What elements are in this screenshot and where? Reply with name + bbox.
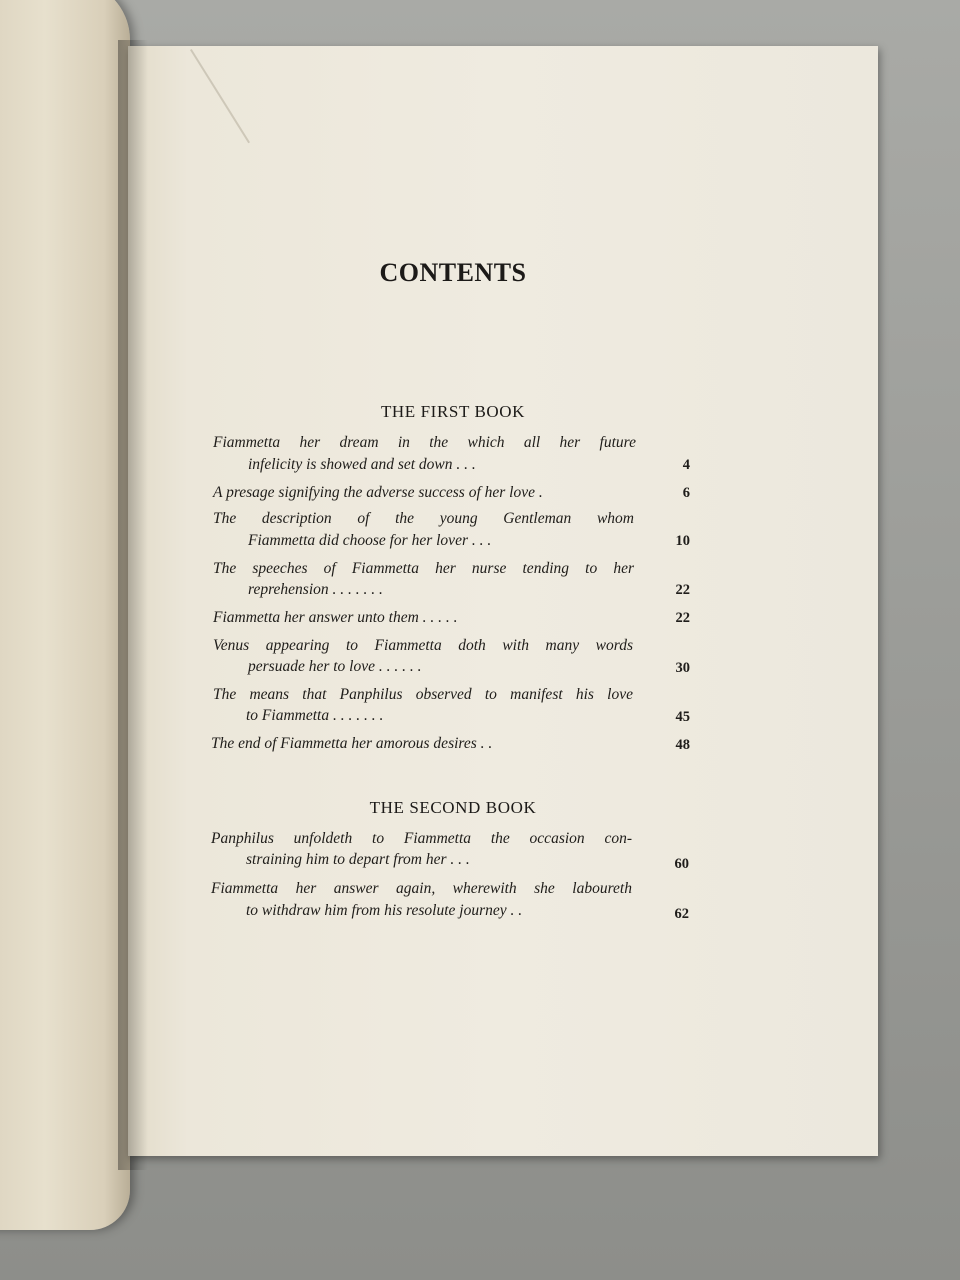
toc-page-number: 22 bbox=[675, 610, 690, 626]
contents-title: CONTENTS bbox=[379, 258, 527, 287]
toc-entry-line: to withdraw him from his resolute journey . . bbox=[246, 902, 523, 919]
toc-page-number: 22 bbox=[675, 582, 690, 598]
first-book-heading: THE FIRST BOOK bbox=[380, 402, 526, 421]
toc-page-number: 10 bbox=[675, 533, 690, 549]
toc-entry-line: straining him to depart from her . . . bbox=[246, 851, 470, 868]
toc-entry-line: Venus appearing to Fiammetta doth with many words bbox=[213, 637, 633, 654]
toc-page-number: 4 bbox=[682, 457, 690, 473]
toc-entry-line: Panphilus unfoldeth to Fiammetta the occasion con- bbox=[211, 830, 632, 847]
toc-entry-line: Fiammetta her answer unto them . . . . . bbox=[213, 609, 458, 626]
toc-entry-line: infelicity is showed and set down . . . bbox=[248, 456, 476, 473]
toc-page-number: 48 bbox=[675, 737, 690, 753]
toc-entry-line: A presage signifying the adverse success of her love . bbox=[213, 484, 543, 501]
toc-entry-line: reprehension . . . . . . . bbox=[248, 581, 383, 598]
toc-entry-line: The means that Panphilus observed to manifest his love bbox=[213, 686, 633, 703]
toc-entry-line: persuade her to love . . . . . . bbox=[248, 658, 422, 675]
second-book-heading: THE SECOND BOOK bbox=[369, 798, 537, 817]
toc-entry-line: The end of Fiammetta her amorous desires . . bbox=[211, 735, 493, 752]
toc-page-number: 62 bbox=[674, 906, 689, 922]
toc-entry-line: The description of the young Gentleman whom bbox=[213, 510, 634, 527]
toc-entry-line: Fiammetta her dream in the which all her future bbox=[213, 434, 636, 451]
toc-entry-line: The speeches of Fiammetta her nurse tending to her bbox=[213, 560, 634, 577]
toc-page-number: 45 bbox=[675, 709, 690, 725]
toc-entry-line: Fiammetta her answer again, wherewith she laboureth bbox=[211, 880, 632, 897]
toc-page-number: 30 bbox=[675, 660, 690, 676]
toc-entry-line: to Fiammetta . . . . . . . bbox=[246, 707, 384, 724]
toc-page-number: 60 bbox=[674, 856, 689, 872]
toc-entry-line: Fiammetta did choose for her lover . . . bbox=[248, 532, 492, 549]
toc-page-number: 6 bbox=[682, 485, 690, 501]
